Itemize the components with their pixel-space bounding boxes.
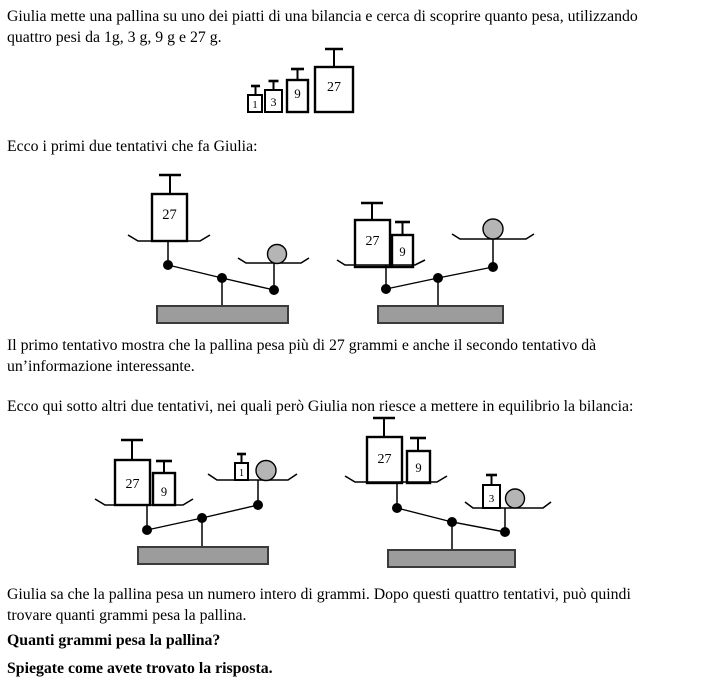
stand-base <box>157 306 288 323</box>
weights-row-figure <box>240 46 370 118</box>
intro-line-1: Giulia mette una pallina su uno dei piatti di una bilancia e cerca di scoprire quanto pesa, utilizzando <box>7 8 638 25</box>
right-pan <box>208 474 297 480</box>
paragraph-intro <box>7 6 638 48</box>
ball <box>506 489 525 508</box>
ball <box>256 461 276 481</box>
caption-first-attempts: Ecco i primi due tentativi che fa Giulia: <box>7 138 258 155</box>
weight-27-label: 27 <box>377 452 392 467</box>
stand-base <box>378 306 503 323</box>
ball <box>483 219 503 239</box>
conclusion-line-1: Giulia sa che la pallina pesa un numero intero di grammi. Dopo questi quattro tentativi, può quindi <box>7 586 631 603</box>
balance-attempt-4 <box>330 410 565 570</box>
explain-line: Spiegate come avete trovato la risposta. <box>7 660 273 677</box>
pivot-dot-right <box>488 262 498 272</box>
pivot-dot-right <box>500 527 510 537</box>
pivot-dot-right <box>269 285 279 295</box>
weight-9-label: 9 <box>415 461 422 475</box>
weight-9-label: 9 <box>160 485 168 499</box>
question-line: Quanti grammi pesa la pallina? <box>7 632 221 649</box>
stand-base <box>138 547 268 564</box>
weight-1-label: 1 <box>238 468 245 479</box>
balance-attempt-2 <box>330 168 545 328</box>
weight-27-label: 27 <box>327 80 341 95</box>
pivot-dot-left <box>163 260 173 270</box>
pivot-dot-left <box>142 525 152 535</box>
weight-27-label: 27 <box>162 207 177 223</box>
weight-1-label: 1 <box>252 99 258 111</box>
weight-3-label: 3 <box>270 95 277 109</box>
balance-attempt-1 <box>100 168 315 328</box>
pivot-dot-left <box>381 284 391 294</box>
weight-27-label: 27 <box>125 477 140 492</box>
balance-attempt-3 <box>85 425 310 570</box>
conclusion-line-2: trovare quanti grammi pesa la pallina. <box>7 607 247 624</box>
intro-line-2: quattro pesi da 1g, 3 g, 9 g e 27 g. <box>7 29 222 46</box>
paragraph-observation <box>7 335 596 377</box>
caption-more-attempts: Ecco qui sotto altri due tentativi, nei quali però Giulia non riesce a mettere in equilibrio la bilancia: <box>7 398 634 415</box>
stand-base <box>388 550 515 567</box>
paragraph-conclusion <box>7 584 631 626</box>
observation-line-1: Il primo tentativo mostra che la pallina pesa più di 27 grammi e anche il secondo tentativo dà <box>7 337 597 354</box>
pivot-dot-left <box>392 503 402 513</box>
weight-3-label: 3 <box>488 493 495 505</box>
ball <box>268 245 287 264</box>
weight-9-label: 9 <box>399 245 406 259</box>
weight-27-label: 27 <box>365 234 380 249</box>
observation-line-2: un’informazione interessante. <box>7 358 195 375</box>
weight-9-label: 9 <box>294 86 301 101</box>
pivot-dot-right <box>253 500 263 510</box>
